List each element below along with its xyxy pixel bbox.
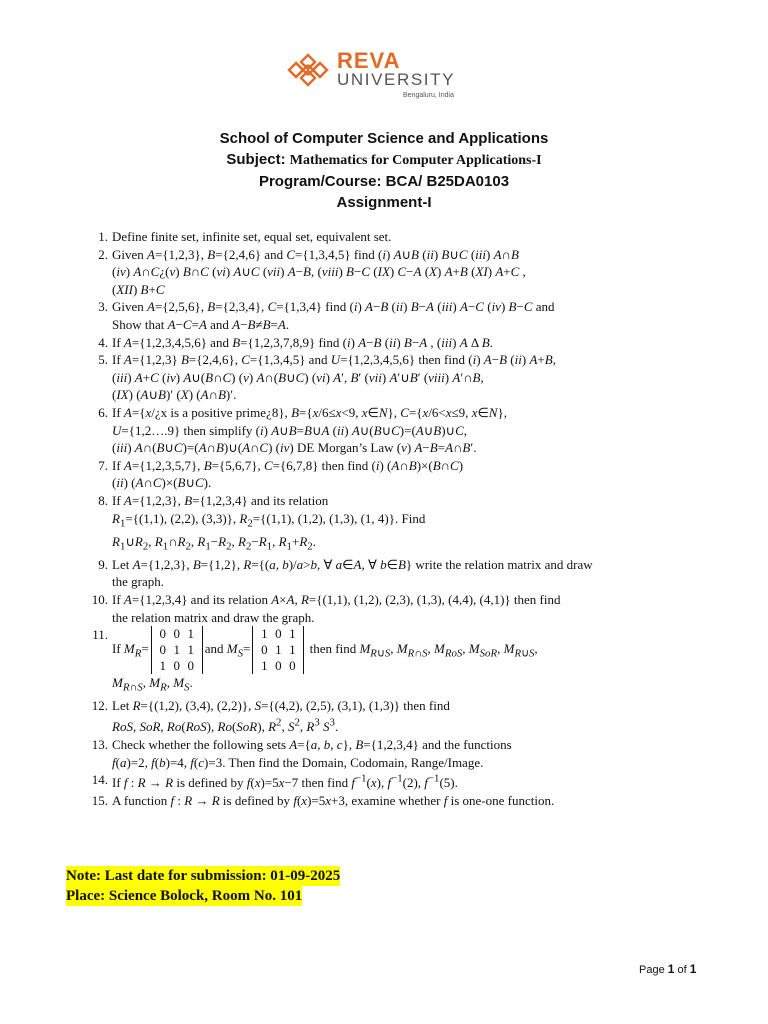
question-text: A function f : R → R is defined by f(x)=5x+3, examine whether f is one-one function. [112,793,555,809]
question-text: Define finite set, infinite set, equal set, equivalent set. [112,229,392,244]
reva-logo [285,48,485,104]
question-number: 9. [98,556,108,572]
question-text: Let A={1,2,3}, B={1,2}, R={(a, b)/a>b, ∀ a∈A, ∀ b∈B} write the relation matrix and draw the graph. [112,556,593,590]
question-text: If A={1,2,3,4} and its relation A×A, R={(1,1), (1,2), (2,3), (1,3), (4,4), (4,1)} then find the relation matrix and draw the graph. [112,592,561,625]
question-number: 8. [98,492,108,508]
question-number: 7. [98,457,108,473]
assignment-title: Assignment-I [336,194,432,211]
question-number: 10. [91,592,108,608]
question-number: 13. [91,736,108,752]
question-text: If A={1,2,3,4,5,6} and B={1,2,3,7,8,9} find (i) A−B (ii) B−A , (iii) A Δ B. [112,334,493,350]
question-text: If $M_R=0$ 0 1 0 1 1 1 0 0and $M_S=1$ 0 1 0 1 1 1 0 0 then find $M_{R\cup S}$, $M_{R\cap S}$, $M_{RoS}$, $M_{SoR}$, $M_{R\cup S}$, $M_{R\cap S}$, $M_R$, $M_S$. [112,626,538,694]
subject-label: Subject: [226,151,286,168]
deadline-note: Note: Last date for submission: 01-09-2025 [66,868,341,884]
question-item [86,404,706,457]
question-item [86,771,706,792]
question-number: 12. [91,698,108,714]
question-item [86,736,706,771]
question-item [86,351,706,404]
question-item [86,591,706,626]
subject-value: Mathematics for Computer Applications-I [289,153,542,168]
question-item [86,457,706,492]
question-item [86,626,706,697]
page-total: 1 [689,962,697,976]
question-item [86,246,706,299]
question-number: 15. [91,793,108,809]
page-footer [639,962,696,976]
question-item [86,792,706,810]
school-title: School of Computer Science and Applications [219,130,549,147]
logo-name: REVA [337,48,401,73]
question-number: 6. [98,404,108,420]
page-number: 1 [667,962,675,976]
question-text: Given A={2,5,6}, B={2,3,4}, C={1,3,4} find (i) A−B (ii) B−A (iii) A−C (iv) B−C and Show that A−C=A and A−B≠B=A. [112,299,555,332]
question-item [86,697,706,736]
question-item [86,228,706,246]
question-text: If A={1,2,3}, B={1,2,3,4} and its relation $R_1=\{(1,1)$, (2,2), (3,3)}, $R_2=\{(1,1)$, (1,2), (1,3), (1, 4)}. Find $R_1\cup R_2$, $R_1\cap R_2$, $R_1-R_2$, $R_2-R_1$, $R_1+R_2$. [112,492,426,553]
question-number: 3. [98,299,108,315]
question-number: 2. [98,246,108,262]
subject-line [0,149,768,171]
submission-note [66,866,340,906]
question-text: If A={x/¿x is a positive prime¿8}, B={x/6≤x<9, x∈N}, C={x/6<x≤9, x∈N}, U={1,2….9} then simplify (i) A∪B=B∪A (ii) A∪(B∪C)=(A∪B)∪C, (iii) A∩(B∪C)=(A∩B)∪(A∩C) (iv) DE Morgan’s Law (v) A−B=A∩B′. [112,404,507,456]
question-number: 14. [91,772,108,788]
document-header [0,128,768,213]
question-text: Given A={1,2,3}, B={2,4,6} and C={1,3,4,5} find (i) A∪B (ii) B∪C (iii) A∩B (iv) A∩C¿(v) B∩C (vi) A∪C (vii) A−B, (viii) B−C (IX) C−A (X) A+B (XI) A+C , (XII) B+C [112,246,526,297]
question-number: 11. [92,627,108,643]
logo-location: Bengaluru, India [403,92,454,99]
question-item [86,298,706,333]
question-number: 4. [98,334,108,350]
question-text: If f : R → R is defined by f(x)=5x−7 then find $f^{-1}(x)$, $f^{-1}(2)$, $f^{-1}(5)$. [112,773,458,791]
question-text: Check whether the following sets A={a, b, c}, B={1,2,3,4} and the functions f(a)=2, f(b)=4, f(c)=3. Then find the Domain, Codomain, Range/Image. [112,736,512,770]
question-text: If A={1,2,3} B={2,4,6}, C={1,3,4,5} and U={1,2,3,4,5,6} then find (i) A−B (ii) A+B, (iii) A+C (iv) A∪(B∩C) (v) A∩(B∪C) (vi) A′, B′ (vii) A′∪B′ (viii) A′∩B, (IX) (A∪B)′ (X) (A∩B)′. [112,352,556,403]
question-text: Let R={(1,2), (3,4), (2,2)}, S={(4,2), (2,5), (3,1), (1,3)} then find RoS, SoR, Ro(RoS), Ro(SoR), $R^2$, $S^2$, $R^3$ $S^3$. [112,698,450,735]
of-word: of [677,964,687,976]
question-text: If A={1,2,3,5,7}, B={5,6,7}, C={6,7,8} then find (i) (A∩B)×(B∩C) (ii) (A∩C)×(B∪C). [112,457,464,491]
question-number: 1. [98,229,108,244]
logo-university: UNIVERSITY [337,70,456,89]
place-note: Place: Science Bolock, Room No. 101 [66,888,303,904]
page-word: Page [639,964,665,976]
question-item [86,492,706,556]
question-number: 5. [98,352,108,368]
question-list [86,228,706,810]
reva-knot-icon [285,52,331,88]
question-item [86,334,706,352]
program-line: Program/Course: BCA/ B25DA0103 [258,173,510,190]
question-item [86,556,706,591]
